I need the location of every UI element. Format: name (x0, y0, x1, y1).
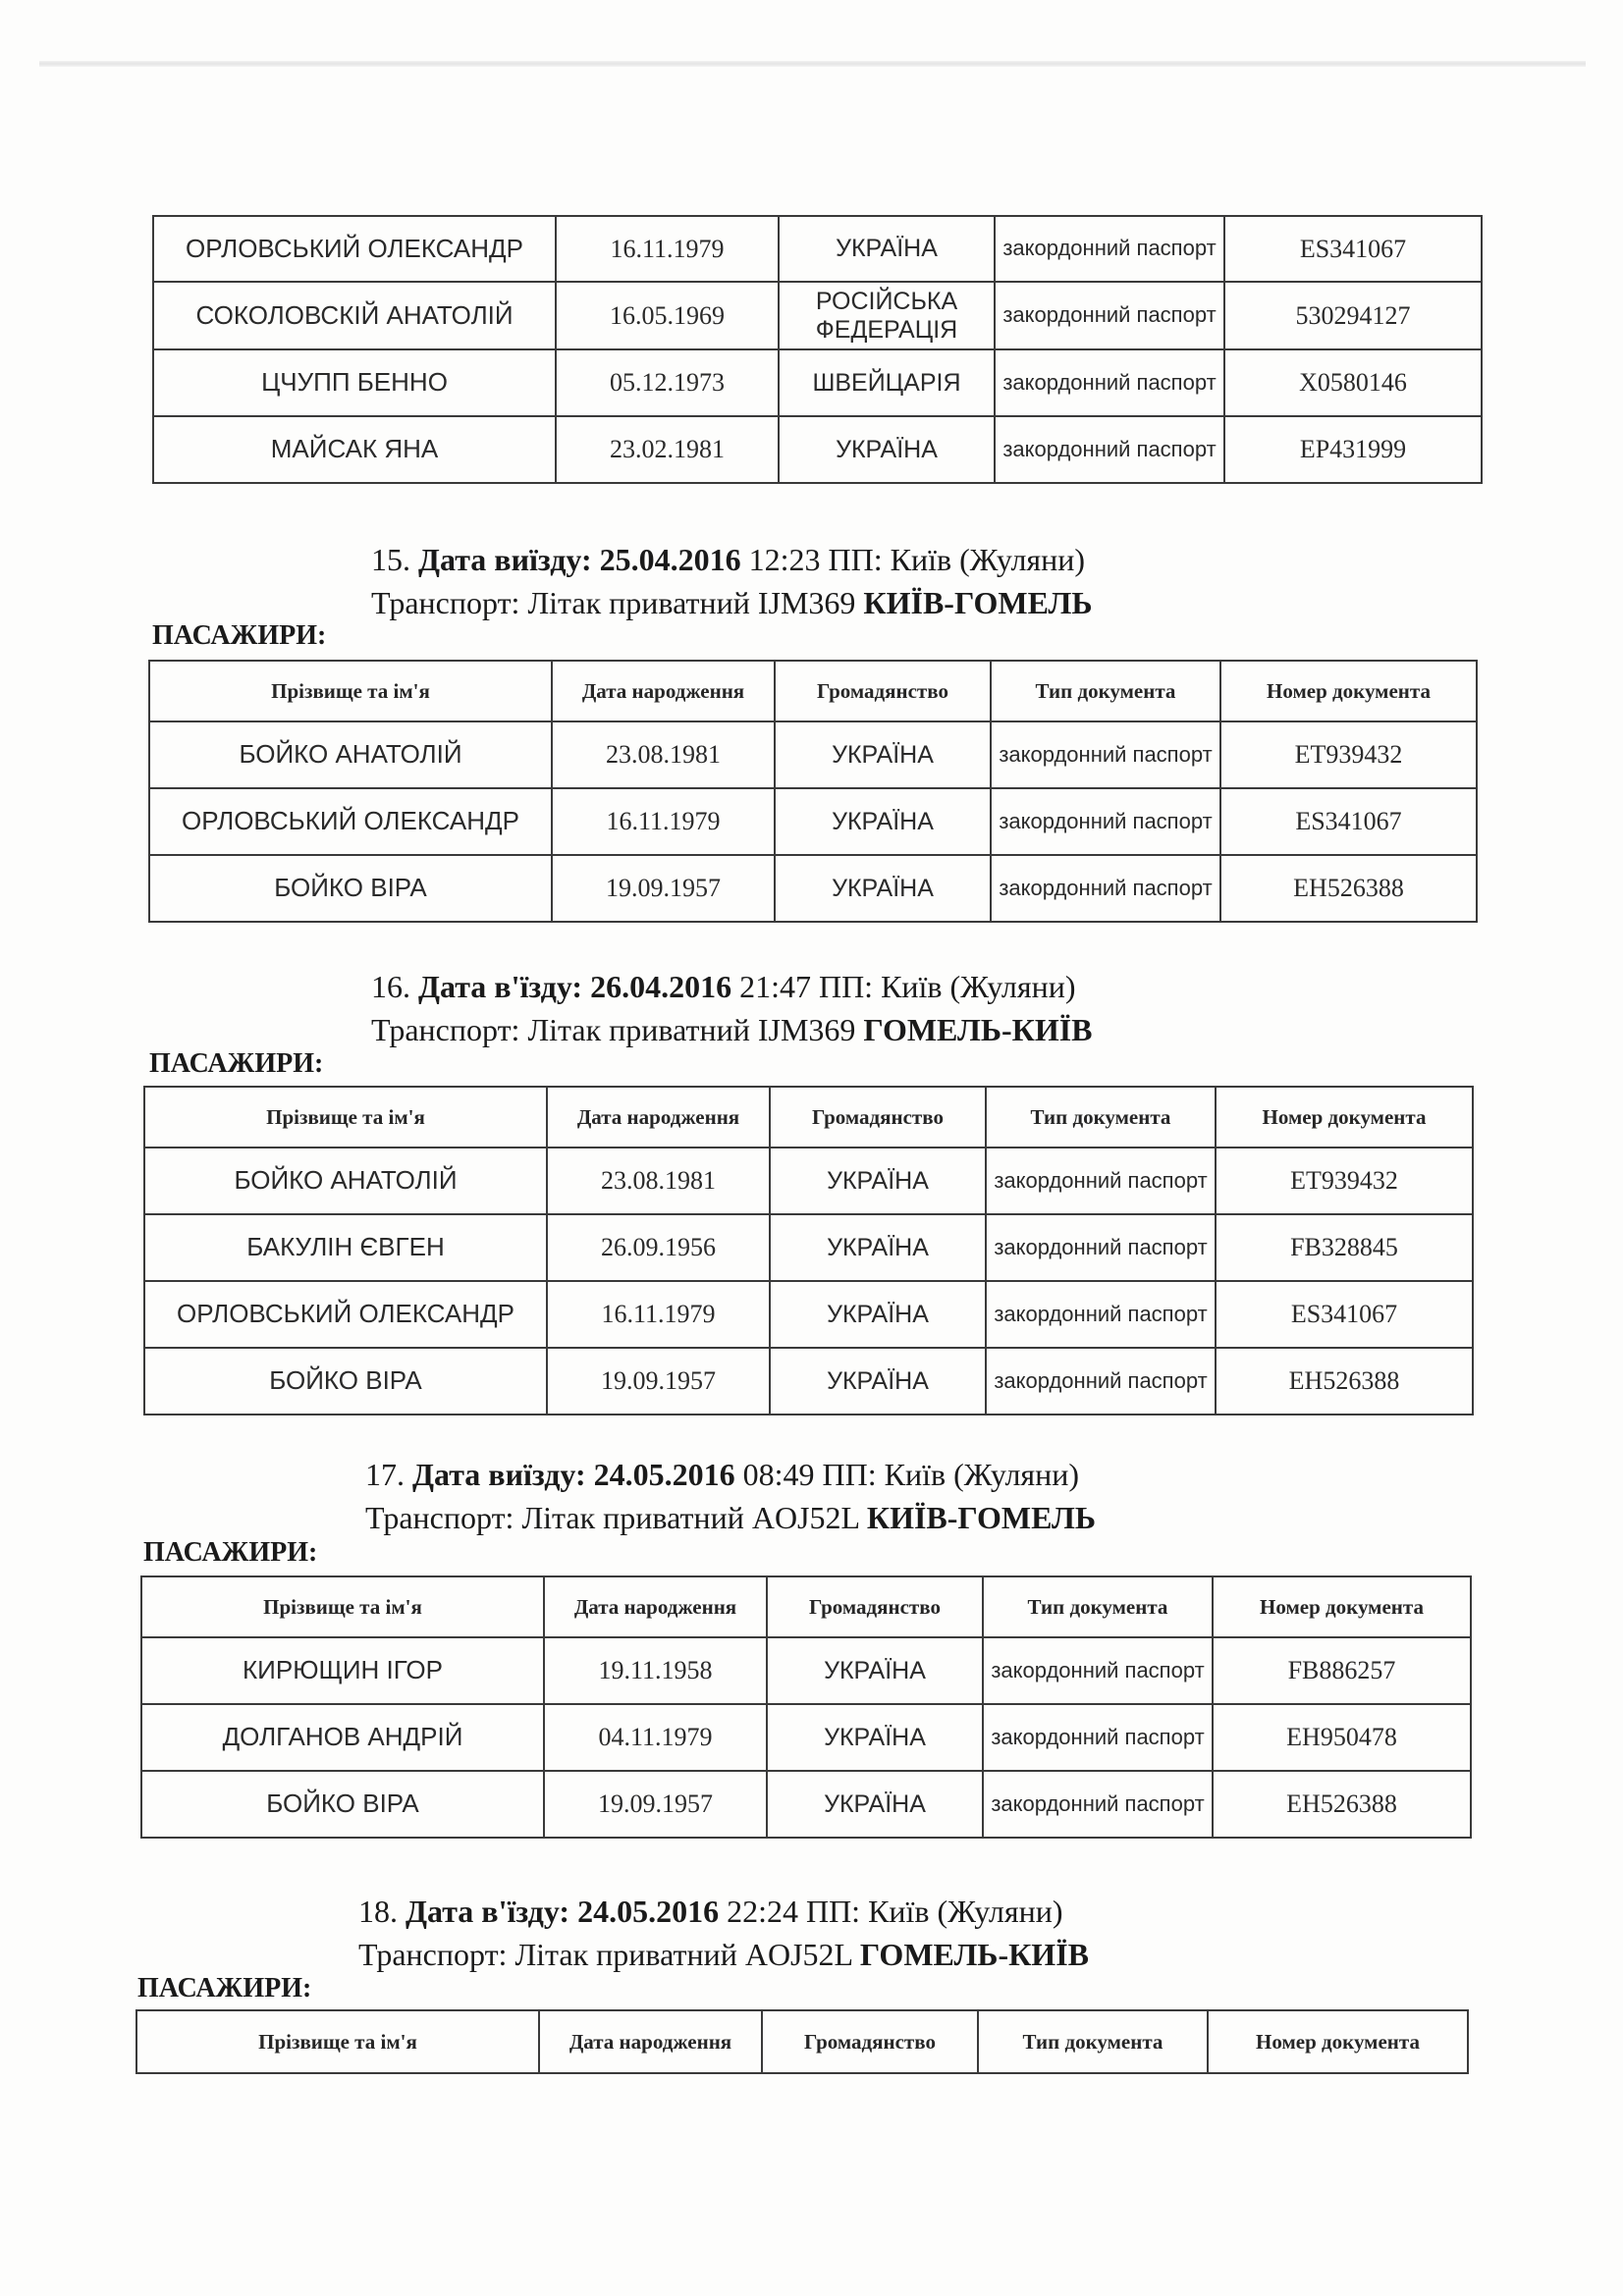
document-number: FB886257 (1213, 1637, 1471, 1704)
document-type: закордонний паспорт (986, 1281, 1216, 1348)
header-citizenship: Громадянство (770, 1087, 986, 1148)
table-row (153, 216, 1482, 282)
section-15-transport (371, 581, 1093, 624)
birth-date: 23.08.1981 (552, 721, 775, 788)
header-citizenship: Громадянство (775, 661, 991, 721)
table-row (149, 721, 1477, 788)
transport-text: Транспорт: Літак приватний IJM369 (371, 585, 856, 620)
route: ГОМЕЛЬ-КИЇВ (863, 1012, 1093, 1047)
document-number: ES341067 (1220, 788, 1477, 855)
passengers-label: ПАСАЖИРИ: (152, 620, 327, 651)
document-type: закордонний паспорт (995, 349, 1224, 416)
document-type: закордонний паспорт (986, 1348, 1216, 1415)
citizenship: ШВЕЙЦАРІЯ (779, 349, 995, 416)
header-doc-number: Номер документа (1216, 1087, 1473, 1148)
citizenship: УКРАЇНА (775, 855, 991, 922)
section-number: 15. (371, 542, 410, 577)
birth-date: 23.02.1981 (556, 416, 779, 483)
citizenship: УКРАЇНА (767, 1771, 983, 1838)
section-number: 16. (371, 969, 410, 1004)
time-and-checkpoint: 21:47 ПП: Київ (Жуляни) (739, 969, 1076, 1004)
passenger-table-continued (152, 215, 1483, 484)
header-doc-type: Тип документа (983, 1576, 1213, 1637)
header-birth-date: Дата народження (544, 1576, 767, 1637)
passenger-name: ОРЛОВСЬКИЙ ОЛЕКСАНДР (149, 788, 552, 855)
time-and-checkpoint: 22:24 ПП: Київ (Жуляни) (727, 1894, 1063, 1929)
section-16-transport (371, 1008, 1093, 1051)
birth-date: 16.11.1979 (552, 788, 775, 855)
passenger-name: ЦЧУПП БЕННО (153, 349, 556, 416)
table-row (144, 1348, 1473, 1415)
birth-date: 19.11.1958 (544, 1637, 767, 1704)
citizenship: УКРАЇНА (770, 1281, 986, 1348)
citizenship: УКРАЇНА (767, 1704, 983, 1771)
passenger-table-18 (135, 2009, 1469, 2074)
document-type: закордонний паспорт (991, 788, 1220, 855)
route: КИЇВ-ГОМЕЛЬ (863, 585, 1093, 620)
table-header-row (141, 1576, 1471, 1637)
header-name: Прізвище та ім'я (141, 1576, 544, 1637)
table-row (153, 282, 1482, 349)
birth-date: 19.09.1957 (547, 1348, 770, 1415)
document-number: ES341067 (1216, 1281, 1473, 1348)
document-type: закордонний паспорт (995, 216, 1224, 282)
document-number: EH526388 (1216, 1348, 1473, 1415)
header-name: Прізвище та ім'я (149, 661, 552, 721)
document-type: закордонний паспорт (983, 1637, 1213, 1704)
document-number: EH950478 (1213, 1704, 1471, 1771)
citizenship: РОСІЙСЬКА ФЕДЕРАЦІЯ (779, 282, 995, 349)
table-row (144, 1281, 1473, 1348)
header-name: Прізвище та ім'я (136, 2010, 539, 2073)
section-18-transport (358, 1933, 1089, 1976)
passenger-name: ОРЛОВСЬКИЙ ОЛЕКСАНДР (144, 1281, 547, 1348)
date-label: Дата виїзду: (418, 542, 592, 577)
passenger-name: БОЙКО ВІРА (141, 1771, 544, 1838)
header-name: Прізвище та ім'я (144, 1087, 547, 1148)
time-and-checkpoint: 08:49 ПП: Київ (Жуляни) (742, 1457, 1080, 1492)
transport-text: Транспорт: Літак приватний IJM369 (371, 1012, 856, 1047)
document-number: FB328845 (1216, 1214, 1473, 1281)
document-number: EH526388 (1220, 855, 1477, 922)
document-type: закордонний паспорт (983, 1704, 1213, 1771)
scan-edge-line (39, 61, 1586, 67)
passenger-name: БАКУЛІН ЄВГЕН (144, 1214, 547, 1281)
document-number: EP431999 (1224, 416, 1482, 483)
section-number: 17. (365, 1457, 405, 1492)
header-doc-type: Тип документа (978, 2010, 1208, 2073)
passenger-name: СОКОЛОВСКІЙ АНАТОЛІЙ (153, 282, 556, 349)
passengers-label: ПАСАЖИРИ: (143, 1537, 318, 1568)
table-row (149, 855, 1477, 922)
header-doc-type: Тип документа (986, 1087, 1216, 1148)
table-header-row (136, 2010, 1468, 2073)
table-header-row (149, 661, 1477, 721)
document-number: ES341067 (1224, 216, 1482, 282)
passengers-label: ПАСАЖИРИ: (137, 1973, 312, 2003)
citizenship: УКРАЇНА (770, 1348, 986, 1415)
passenger-table-15 (148, 660, 1478, 923)
route: ГОМЕЛЬ-КИЇВ (859, 1937, 1089, 1972)
citizenship: УКРАЇНА (770, 1214, 986, 1281)
trip-date: 24.05.2016 (577, 1894, 720, 1929)
document-number: ET939432 (1216, 1148, 1473, 1214)
document-type: закордонний паспорт (991, 855, 1220, 922)
transport-text: Транспорт: Літак приватний AOJ52L (358, 1937, 852, 1972)
document-type: закордонний паспорт (995, 282, 1224, 349)
header-doc-number: Номер документа (1220, 661, 1477, 721)
document-type: закордонний паспорт (995, 416, 1224, 483)
table-header-row (144, 1087, 1473, 1148)
document-type: закордонний паспорт (986, 1148, 1216, 1214)
document-number: 530294127 (1224, 282, 1482, 349)
section-17-heading (365, 1453, 1079, 1496)
birth-date: 04.11.1979 (544, 1704, 767, 1771)
header-doc-type: Тип документа (991, 661, 1220, 721)
time-and-checkpoint: 12:23 ПП: Київ (Жуляни) (748, 542, 1086, 577)
document-type: закордонний паспорт (991, 721, 1220, 788)
section-number: 18. (358, 1894, 398, 1929)
passenger-name: КИРЮЩИН ІГОР (141, 1637, 544, 1704)
birth-date: 23.08.1981 (547, 1148, 770, 1214)
citizenship: УКРАЇНА (770, 1148, 986, 1214)
table-row (144, 1148, 1473, 1214)
header-birth-date: Дата народження (547, 1087, 770, 1148)
document-number: EH526388 (1213, 1771, 1471, 1838)
citizenship: УКРАЇНА (779, 416, 995, 483)
date-label: Дата в'їзду: (406, 1894, 570, 1929)
header-birth-date: Дата народження (539, 2010, 762, 2073)
table-row (149, 788, 1477, 855)
passenger-name: ДОЛГАНОВ АНДРІЙ (141, 1704, 544, 1771)
birth-date: 16.11.1979 (556, 216, 779, 282)
birth-date: 05.12.1973 (556, 349, 779, 416)
passenger-name: БОЙКО АНАТОЛІЙ (144, 1148, 547, 1214)
section-15-heading (371, 538, 1085, 581)
trip-date: 26.04.2016 (590, 969, 732, 1004)
passenger-table-16 (143, 1086, 1474, 1415)
table-row (141, 1704, 1471, 1771)
table-row (153, 349, 1482, 416)
document-type: закордонний паспорт (983, 1771, 1213, 1838)
passenger-name: БОЙКО АНАТОЛІЙ (149, 721, 552, 788)
passenger-name: МАЙСАК ЯНА (153, 416, 556, 483)
passenger-name: ОРЛОВСЬКИЙ ОЛЕКСАНДР (153, 216, 556, 282)
passenger-name: БОЙКО ВІРА (144, 1348, 547, 1415)
birth-date: 19.09.1957 (552, 855, 775, 922)
citizenship: УКРАЇНА (779, 216, 995, 282)
date-label: Дата виїзду: (412, 1457, 586, 1492)
passenger-table-17 (140, 1575, 1472, 1839)
route: КИЇВ-ГОМЕЛЬ (866, 1500, 1096, 1535)
header-citizenship: Громадянство (762, 2010, 978, 2073)
birth-date: 16.05.1969 (556, 282, 779, 349)
citizenship: УКРАЇНА (775, 788, 991, 855)
section-18-heading (358, 1890, 1062, 1933)
table-row (141, 1771, 1471, 1838)
birth-date: 26.09.1956 (547, 1214, 770, 1281)
date-label: Дата в'їзду: (418, 969, 583, 1004)
citizenship: УКРАЇНА (767, 1637, 983, 1704)
birth-date: 16.11.1979 (547, 1281, 770, 1348)
document-number: X0580146 (1224, 349, 1482, 416)
document-type: закордонний паспорт (986, 1214, 1216, 1281)
trip-date: 25.04.2016 (599, 542, 741, 577)
header-birth-date: Дата народження (552, 661, 775, 721)
transport-text: Транспорт: Літак приватний AOJ52L (365, 1500, 859, 1535)
header-doc-number: Номер документа (1208, 2010, 1468, 2073)
header-doc-number: Номер документа (1213, 1576, 1471, 1637)
header-citizenship: Громадянство (767, 1576, 983, 1637)
citizenship: УКРАЇНА (775, 721, 991, 788)
table-row (153, 416, 1482, 483)
section-17-transport (365, 1496, 1096, 1539)
section-16-heading (371, 965, 1075, 1008)
table-row (141, 1637, 1471, 1704)
table-row (144, 1214, 1473, 1281)
passenger-name: БОЙКО ВІРА (149, 855, 552, 922)
document-number: ET939432 (1220, 721, 1477, 788)
trip-date: 24.05.2016 (593, 1457, 735, 1492)
passengers-label: ПАСАЖИРИ: (149, 1048, 324, 1079)
birth-date: 19.09.1957 (544, 1771, 767, 1838)
